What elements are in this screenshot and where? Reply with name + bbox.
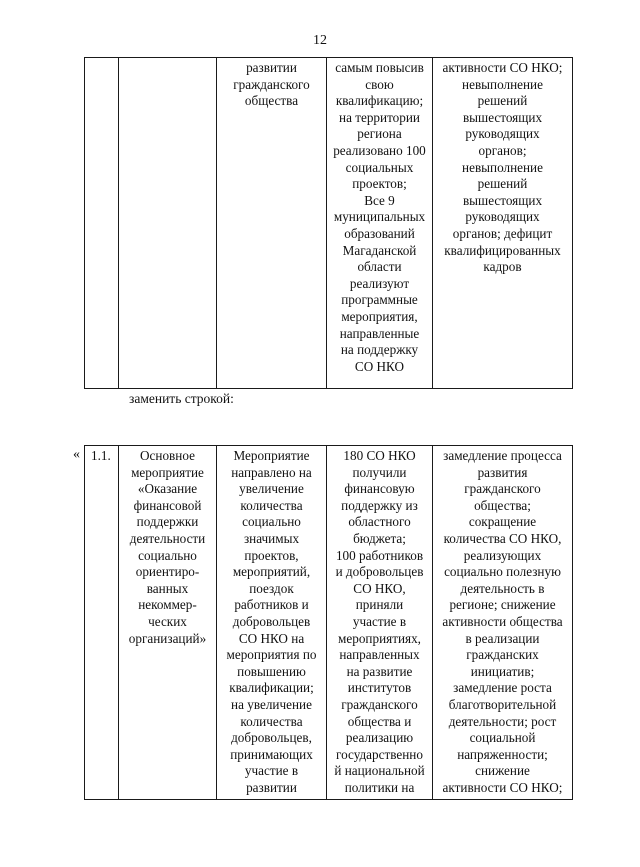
cell-line: свою bbox=[365, 76, 394, 92]
cell-line: на увеличение bbox=[231, 696, 312, 712]
cell-line: области bbox=[357, 259, 402, 275]
cell-line: «Оказание bbox=[137, 481, 198, 497]
cell-line: вышестоящих bbox=[462, 109, 543, 125]
cell-line: гражданского bbox=[233, 76, 310, 92]
cell-risks bbox=[433, 58, 573, 389]
cell-line: мероприятие bbox=[131, 464, 204, 480]
cell-line: руководящих bbox=[465, 209, 540, 225]
cell-line: на развитие bbox=[346, 663, 413, 679]
cell-line: работников и bbox=[234, 597, 309, 613]
table-row bbox=[85, 58, 573, 389]
cell-line: 1.1. bbox=[91, 448, 111, 463]
cell-line: поездок bbox=[249, 580, 294, 596]
cell-line: участие в bbox=[352, 613, 407, 629]
cell-line: бюджета; bbox=[353, 530, 406, 546]
cell-line: СО НКО, bbox=[353, 580, 406, 596]
cell-line: Основное bbox=[140, 448, 195, 463]
cell-line: региона bbox=[357, 126, 402, 142]
cell-line: Мероприятие bbox=[233, 448, 310, 463]
cell-line: Магаданской bbox=[342, 242, 417, 258]
cell-line: 180 СО НКО bbox=[343, 448, 416, 463]
cell-line: организаций» bbox=[128, 630, 207, 646]
cell-line: невыполнение bbox=[462, 76, 543, 92]
cell-line: общества и bbox=[347, 713, 412, 729]
cell-line: органов; bbox=[478, 142, 527, 158]
table-continued bbox=[84, 57, 573, 389]
cell-number bbox=[85, 446, 119, 800]
cell-line: политики на bbox=[344, 779, 415, 795]
cell-line: мероприятиях, bbox=[338, 630, 421, 646]
cell-line: мероприятий, bbox=[232, 564, 311, 580]
cell-line: социальных bbox=[345, 159, 414, 175]
cell-line: участие в bbox=[244, 763, 299, 779]
cell-line: кадров bbox=[483, 259, 522, 275]
cell-line: социальной bbox=[469, 730, 536, 746]
cell-line: количества СО НКО, bbox=[443, 530, 562, 546]
cell-line: Все 9 bbox=[364, 192, 395, 208]
page-number: 12 bbox=[313, 33, 327, 48]
cell-line: общества bbox=[244, 93, 299, 109]
cell-line: вышестоящих bbox=[462, 192, 543, 208]
cell-line: замедление процесса bbox=[443, 448, 562, 463]
cell-line: невыполнение bbox=[462, 159, 543, 175]
cell-line: гражданского bbox=[464, 481, 541, 497]
cell-line: мероприятия, bbox=[341, 308, 418, 324]
cell-line: проектов, bbox=[244, 547, 299, 563]
cell-line: увеличение bbox=[239, 481, 304, 497]
cell-line: реализовано 100 bbox=[333, 142, 426, 158]
cell-description bbox=[217, 58, 327, 389]
cell-line: социально bbox=[242, 514, 301, 530]
cell-line: принимающих bbox=[230, 746, 313, 762]
cell-line: СО НКО на bbox=[238, 630, 305, 646]
cell-line: инициатив; bbox=[470, 663, 535, 679]
cell-line: гражданских bbox=[466, 647, 539, 663]
cell-line: добровольцев, bbox=[231, 730, 312, 746]
cell-line: количества bbox=[240, 497, 303, 513]
cell-line: квалификацию; bbox=[335, 93, 424, 109]
cell-line: самым повысив bbox=[335, 60, 424, 75]
cell-line: количества bbox=[240, 713, 303, 729]
cell-line: ванных bbox=[146, 580, 189, 596]
cell-line: реализацию bbox=[345, 730, 414, 746]
cell-line: решений bbox=[477, 93, 528, 109]
cell-line: снижение bbox=[475, 763, 530, 779]
table-row bbox=[85, 446, 573, 800]
cell-line: поддержку из bbox=[341, 497, 418, 513]
cell-line: повышению bbox=[237, 663, 306, 679]
cell-description bbox=[217, 446, 327, 800]
cell-line: деятельность в bbox=[460, 580, 545, 596]
cell-line: регионе; снижение bbox=[449, 597, 556, 613]
cell-line: решений bbox=[477, 176, 528, 192]
cell-line: получили bbox=[352, 464, 407, 480]
cell-line: проектов; bbox=[352, 176, 407, 192]
cell-risks bbox=[433, 446, 573, 800]
cell-line: активности СО НКО; bbox=[442, 60, 563, 75]
cell-line: развития bbox=[477, 464, 528, 480]
cell-line: квалификации; bbox=[229, 680, 314, 696]
table-replacement bbox=[84, 445, 573, 800]
cell-line: развитии bbox=[246, 60, 297, 75]
cell-line: на территории bbox=[339, 109, 420, 125]
cell-line: гражданского bbox=[341, 696, 418, 712]
cell-line: активности общества bbox=[442, 613, 563, 629]
cell-line: развитии bbox=[246, 779, 297, 795]
cell-line: поддержки bbox=[136, 514, 199, 530]
cell-name bbox=[119, 446, 217, 800]
cell-line: социально bbox=[138, 547, 197, 563]
cell-line: ориентиро- bbox=[135, 564, 200, 580]
cell-line: областного bbox=[348, 514, 411, 530]
cell-line: общества; bbox=[474, 497, 531, 513]
cell-line: на поддержку bbox=[340, 342, 419, 358]
cell-line: социально полезную bbox=[444, 564, 561, 580]
cell-name bbox=[119, 58, 217, 389]
cell-line: благотворительной bbox=[448, 696, 557, 712]
cell-line: реализующих bbox=[463, 547, 542, 563]
cell-line: образований bbox=[344, 225, 415, 241]
cell-line: институтов bbox=[347, 680, 412, 696]
cell-line: направленных bbox=[339, 647, 420, 663]
cell-result bbox=[327, 446, 433, 800]
cell-line: деятельности bbox=[129, 530, 206, 546]
cell-line: квалифицированных bbox=[444, 242, 561, 258]
cell-line: государственно bbox=[336, 746, 423, 762]
cell-line: добровольцев bbox=[232, 613, 311, 629]
cell-line: направленные bbox=[339, 325, 420, 341]
cell-line: муниципальных bbox=[333, 209, 426, 225]
cell-line: сокращение bbox=[468, 514, 537, 530]
cell-line: программные bbox=[341, 292, 418, 308]
cell-line: активности СО НКО; bbox=[442, 779, 563, 795]
cell-line: органов; дефицит bbox=[452, 225, 553, 241]
cell-line: финансовую bbox=[344, 481, 415, 497]
cell-line: 100 работников bbox=[335, 547, 424, 563]
cell-number bbox=[85, 58, 119, 389]
cell-line: реализуют bbox=[349, 275, 410, 291]
cell-line: й национальной bbox=[334, 763, 425, 779]
cell-line: приняли bbox=[355, 597, 404, 613]
cell-line: деятельности; рост bbox=[448, 713, 557, 729]
cell-line: и добровольцев bbox=[335, 564, 424, 580]
replace-note: заменить строкой: bbox=[129, 391, 234, 406]
cell-line: направлено на bbox=[231, 464, 312, 480]
cell-line: руководящих bbox=[465, 126, 540, 142]
open-quote: « bbox=[73, 447, 80, 462]
cell-line: финансовой bbox=[133, 497, 202, 513]
cell-line: напряженности; bbox=[457, 746, 548, 762]
cell-line: значимых bbox=[243, 530, 300, 546]
cell-result bbox=[327, 58, 433, 389]
cell-line: в реализации bbox=[465, 630, 540, 646]
cell-line: ческих bbox=[148, 613, 187, 629]
cell-line: некоммер- bbox=[138, 597, 197, 613]
cell-line: СО НКО bbox=[354, 358, 405, 374]
cell-line: мероприятия по bbox=[226, 647, 317, 663]
cell-line: замедление роста bbox=[453, 680, 552, 696]
